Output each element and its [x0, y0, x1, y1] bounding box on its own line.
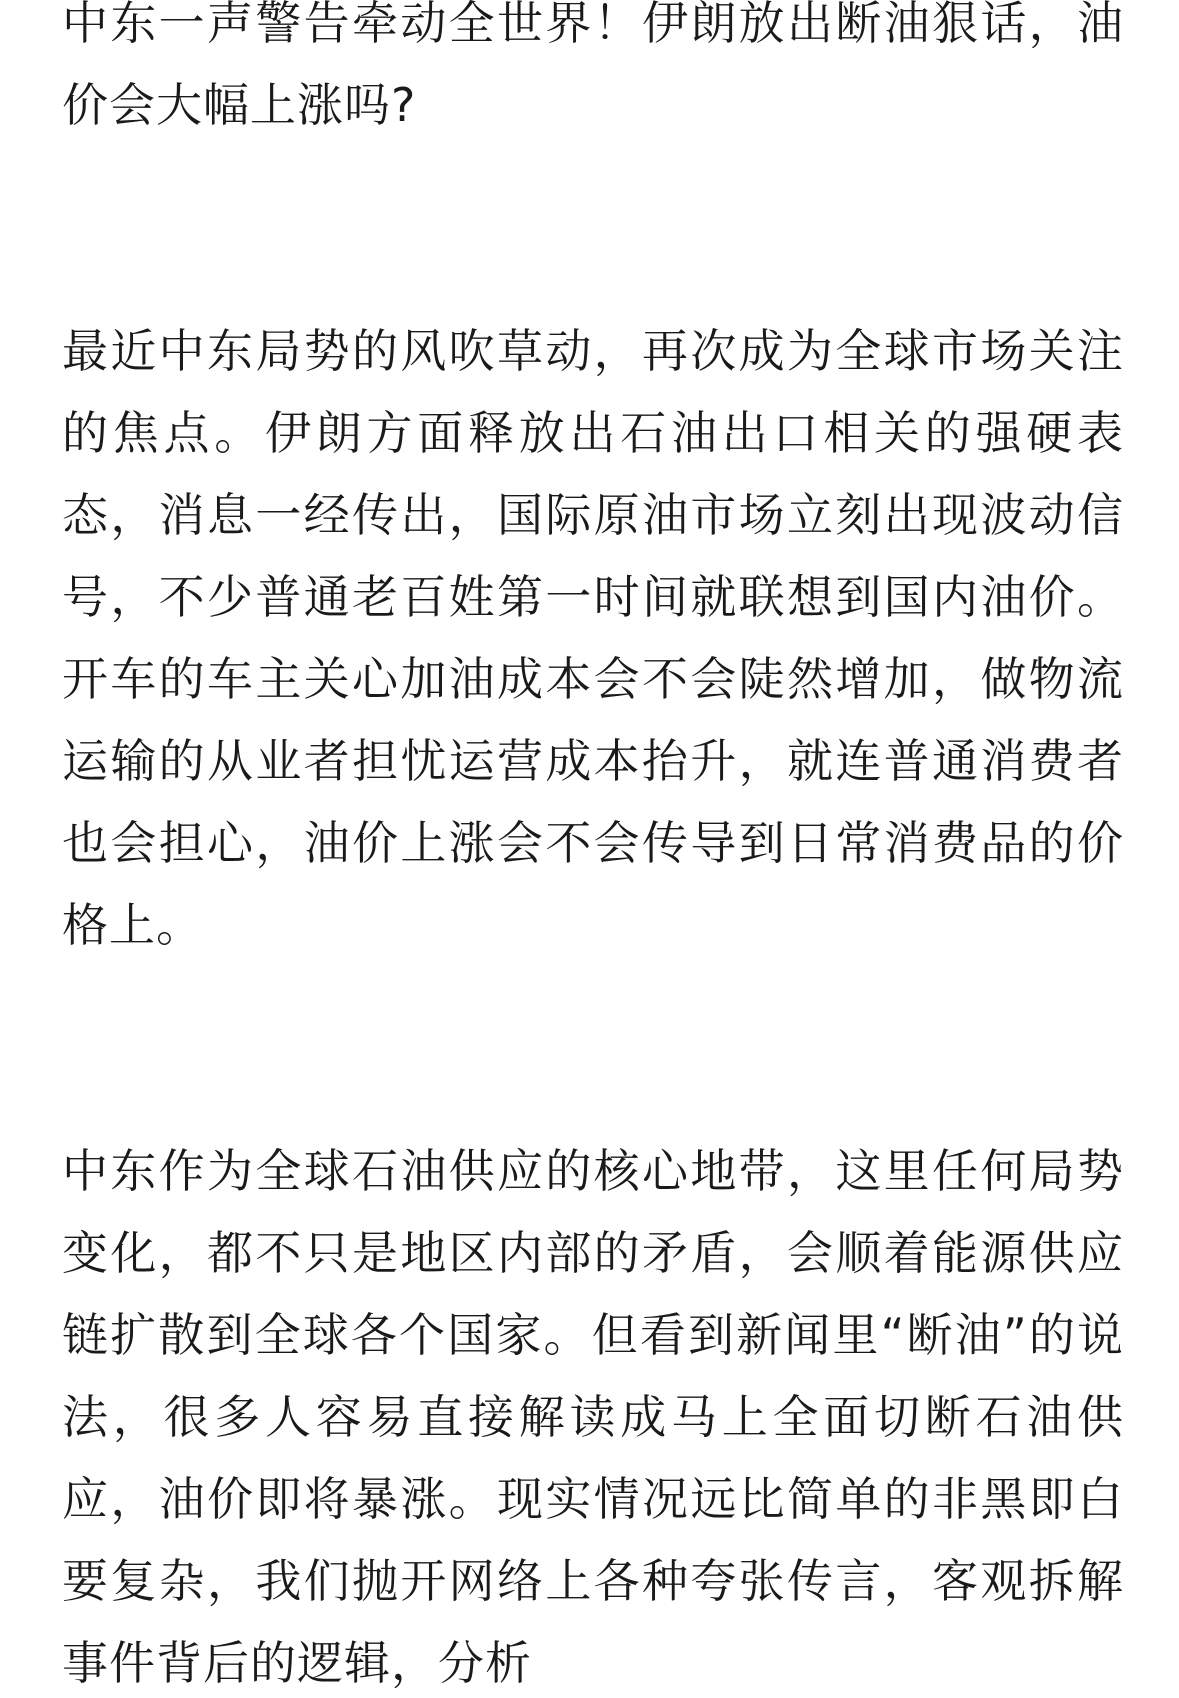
article-paragraph-2: 中东作为全球石油供应的核心地带，这里任何局势变化，都不只是地区内部的矛盾，会顺着能源供应链扩散到全球各个国家。但看到新闻里“断油”的说法，很多人容易直接解读成马上全面切断石油供应，油价即将暴涨。现实情况远比简单的非黑即白要复杂，我们抛开网络上各种夸张传言，客观拆解事件背后的逻辑，分析	[62, 1144, 1124, 1690]
article-title: 中东一声警告牵动全世界！伊朗放出断油狠话，油价会大幅上涨吗?	[62, 0, 1124, 132]
paragraph-spacer	[62, 146, 1124, 310]
article-paragraph-1: 最近中东局势的风吹草动，再次成为全球市场关注的焦点。伊朗方面释放出石油出口相关的强硬表态，消息一经传出，国际原油市场立刻出现波动信号，不少普通老百姓第一时间就联想到国内油价。开车的车主关心加油成本会不会陡然增加，做物流运输的从业者担忧运营成本抬升，就连普通消费者也会担心，油价上涨会不会传导到日常消费品的价格上。	[62, 324, 1124, 952]
article-body	[62, 0, 1124, 1698]
paragraph-spacer	[62, 966, 1124, 1130]
